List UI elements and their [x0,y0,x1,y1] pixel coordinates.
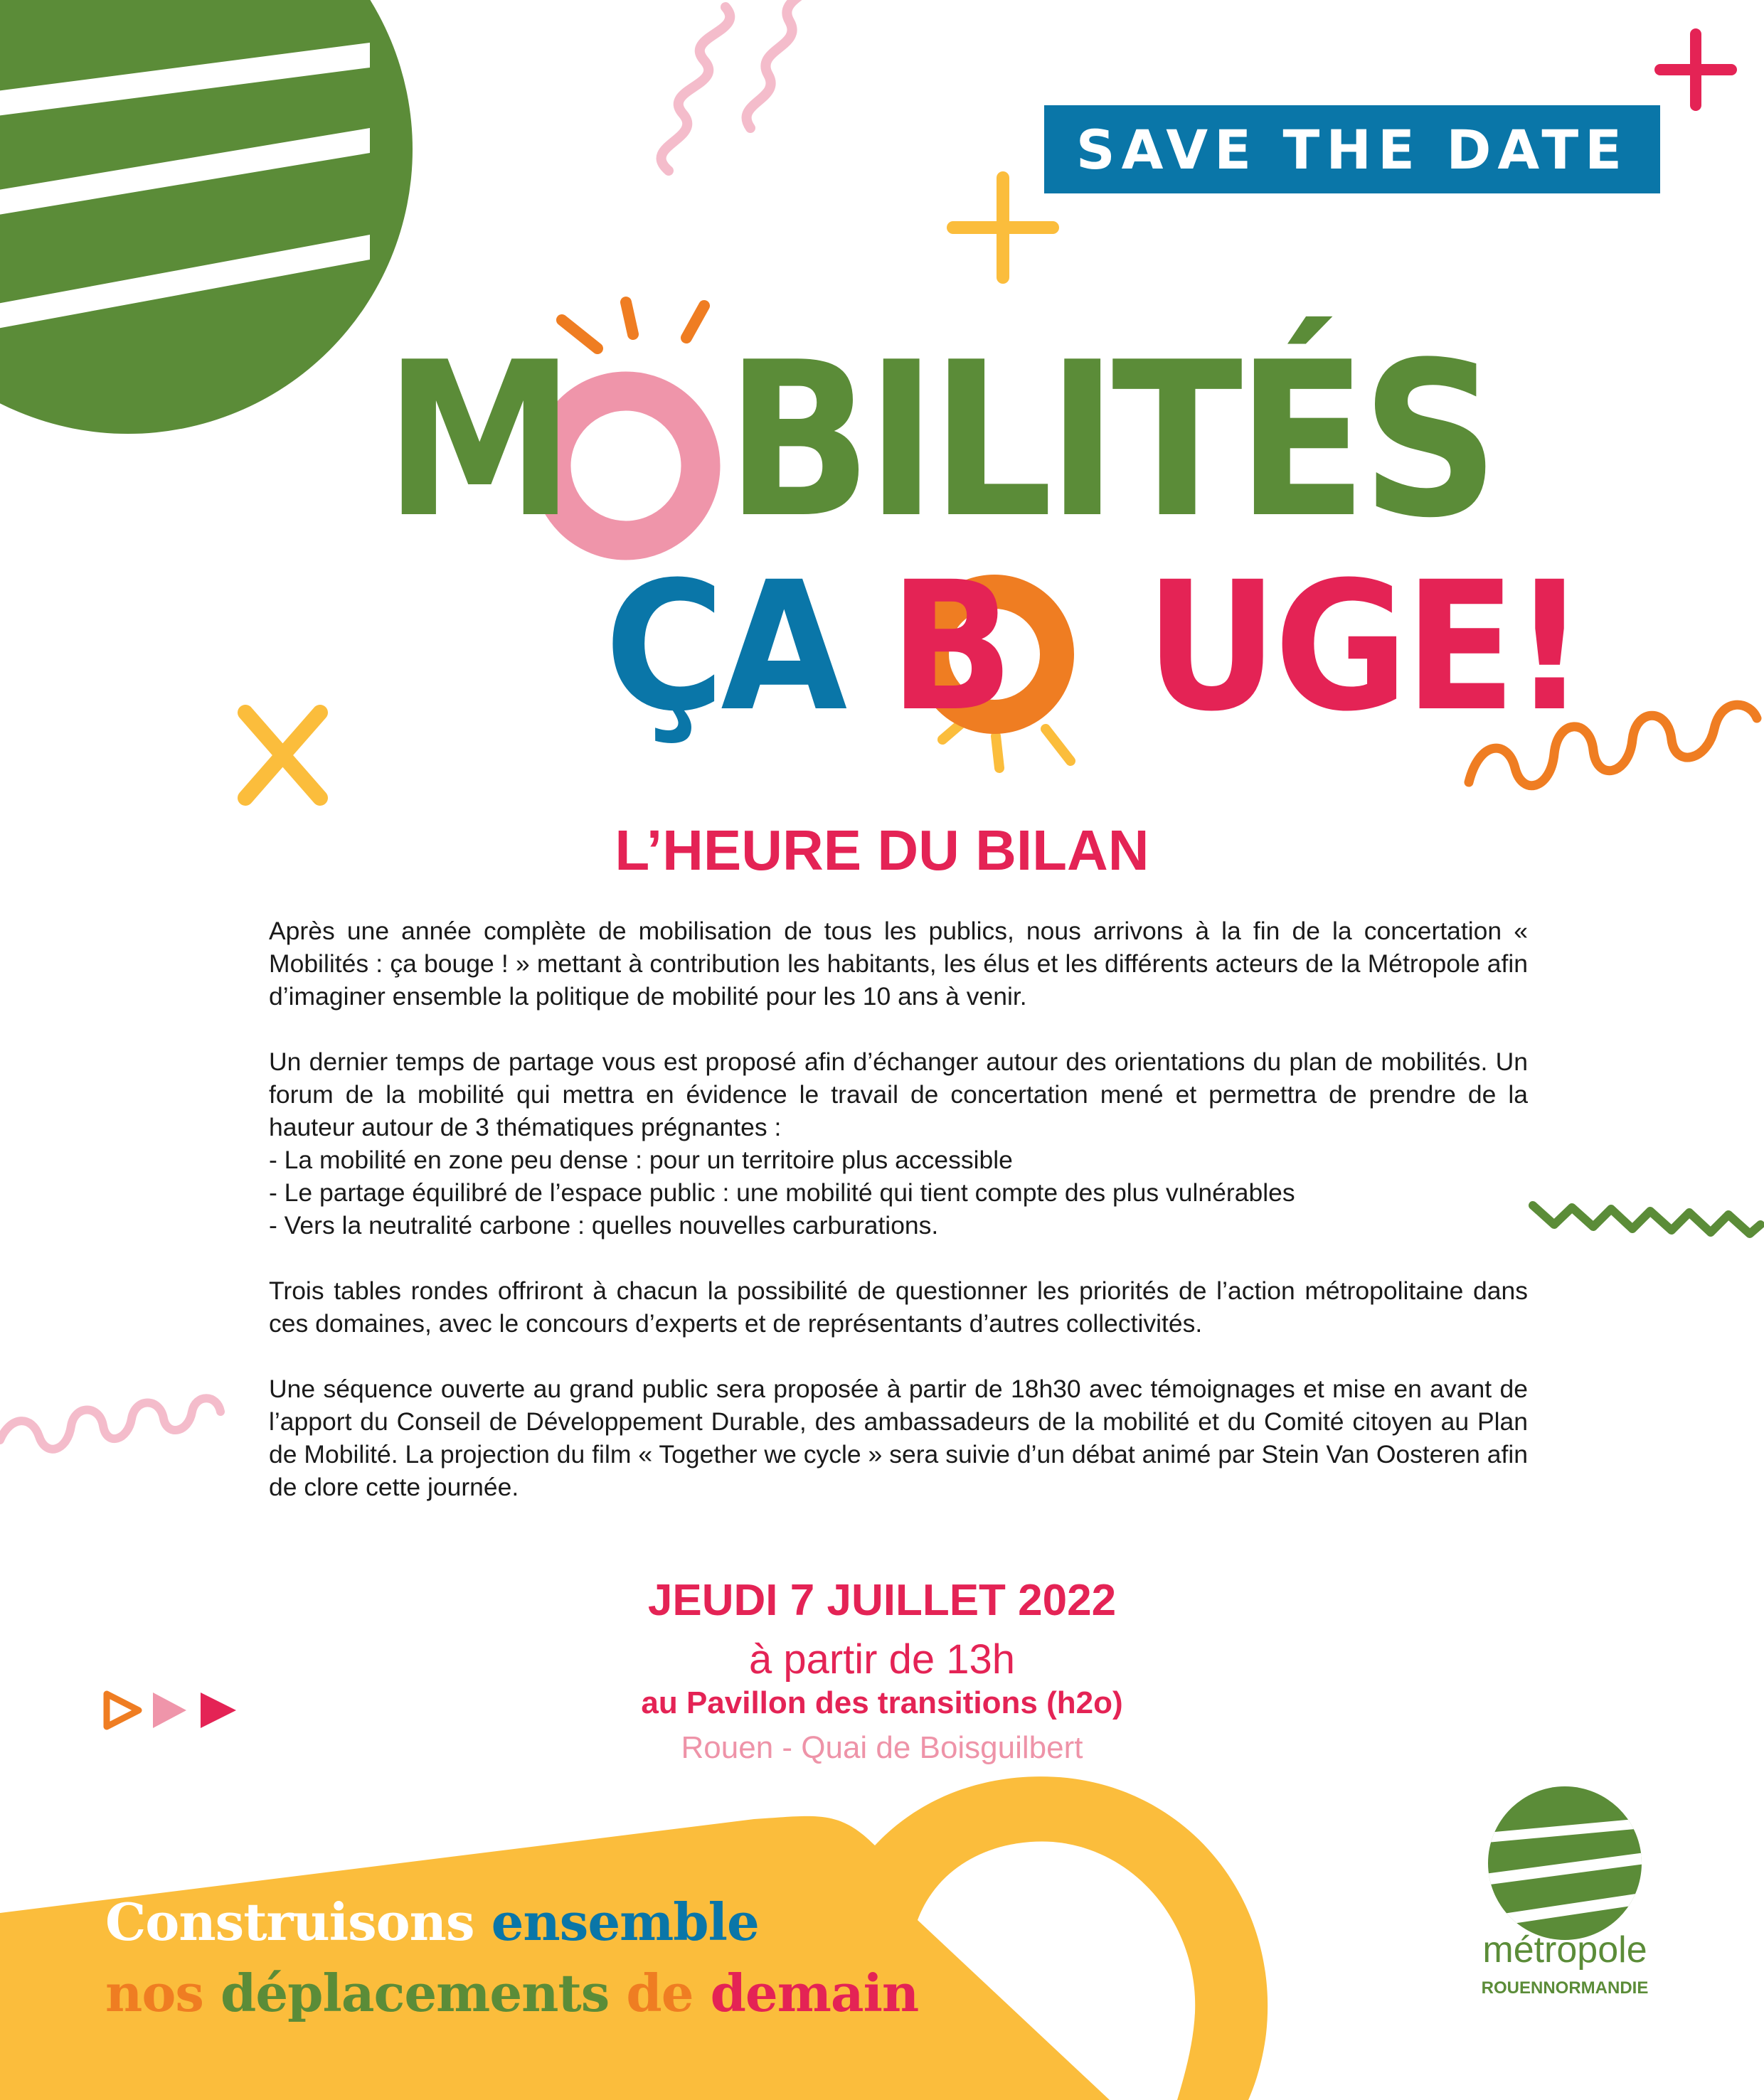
title-mobilites [384,316,1494,565]
subtitle: L’HEURE DU BILAN [615,819,1149,882]
title-ugeexclam: UGE! [1144,543,1583,750]
slogan-word: Construisons [105,1892,474,1952]
slogan-line-2 [105,1963,918,2023]
slogan-word: de [626,1963,694,2023]
yellow-plus-icon [953,178,1053,277]
list-item: - La mobilité en zone peu dense : pour un territoire plus accessible [269,1146,1013,1174]
pink-squiggle-left-icon [0,1398,220,1449]
event-date: JEUDI 7 JUILLET 2022 [647,1576,1117,1625]
pink-squiggle-icon [662,7,730,171]
logo-name: métropole [1482,1929,1647,1971]
save-the-date-text: SAVE THE DATE [1075,117,1629,181]
slogan-line-1 [105,1892,759,1952]
title-ca-bouge [605,543,1583,750]
slogan-word: nos [105,1963,203,2023]
paragraph-forum: Un dernier temps de partage vous est proposé afin d’échanger autour des orientations du plan de mobilités. Un forum de la mobilité qui mettra en évidence le travail de concertation mené et permettra de prendre de la hauteur autour de 3 thématiques prégnantes : [269,1048,1528,1141]
themes-list [269,1144,1528,1242]
green-striped-circle [0,0,427,462]
title-ca: ÇA [605,543,844,750]
title-letter-o-hidden-2 [1010,543,1145,750]
logo-sub-rouen: ROUEN [1481,1978,1544,1998]
event-place: au Pavillon des transitions (h2o) [641,1685,1123,1720]
pink-squiggle-top-icon [747,0,814,128]
save-the-date-banner [1044,105,1660,193]
slogan-word: ensemble [491,1892,759,1952]
paragraph-round-tables: Trois tables rondes offriront à chacun la possibilité de questionner les priorités de l’action métropolitaine dans ces domaines, avec le concours d’experts et de représentants d’autres collectivités. [269,1276,1528,1338]
list-item: - Le partage équilibré de l’espace public : une mobilité qui tient compte des plus vulnérables [269,1178,1295,1207]
logo-sub-normandie: NORMANDIE [1543,1978,1649,1998]
title-letter-m: M [384,316,569,565]
paragraph-public-sequence: Une séquence ouverte au grand public sera proposée à partir de 18h30 avec témoignages et mise en avant de l’apport du Conseil de Développement Durable, des ambassadeurs de la mobilité et du Comité citoyen au Plan de Mobilité. La projection du film « Together we cycle » sera suivie d’un débat animé par Stein Van Oosteren afin de clore cette journée. [269,1375,1528,1501]
green-zigzag-icon [1533,1205,1760,1234]
paragraph-intro: Après une année complète de mobilisation de tous les publics, nous arrivons à la fin de la concertation « Mobilités : ça bouge ! » mettant à contribution les habitants, les élus et les différents acteurs de la Métropole afin d’imaginer ensemble la politique de mobilité pour les 10 ans à venir. [269,917,1528,1011]
plus-icon [1660,34,1731,105]
title-letter-o-hidden [569,316,726,565]
cross-icon [245,713,320,798]
event-address: Rouen - Quai de Boisguilbert [681,1730,1083,1765]
body-text [269,915,1528,1503]
slogan-word: demain [710,1963,919,2023]
event-time: à partir de 13h [748,1636,1016,1683]
logo-emblem [1479,1778,1650,1949]
title-rest: BILITÉS [726,316,1494,565]
list-item: - Vers la neutralité carbone : quelles nouvelles carburations. [269,1211,939,1240]
title-letter-b: B [889,543,1010,750]
slogan-word: déplacements [220,1963,610,2023]
logo-subtitle [1458,1978,1672,1998]
